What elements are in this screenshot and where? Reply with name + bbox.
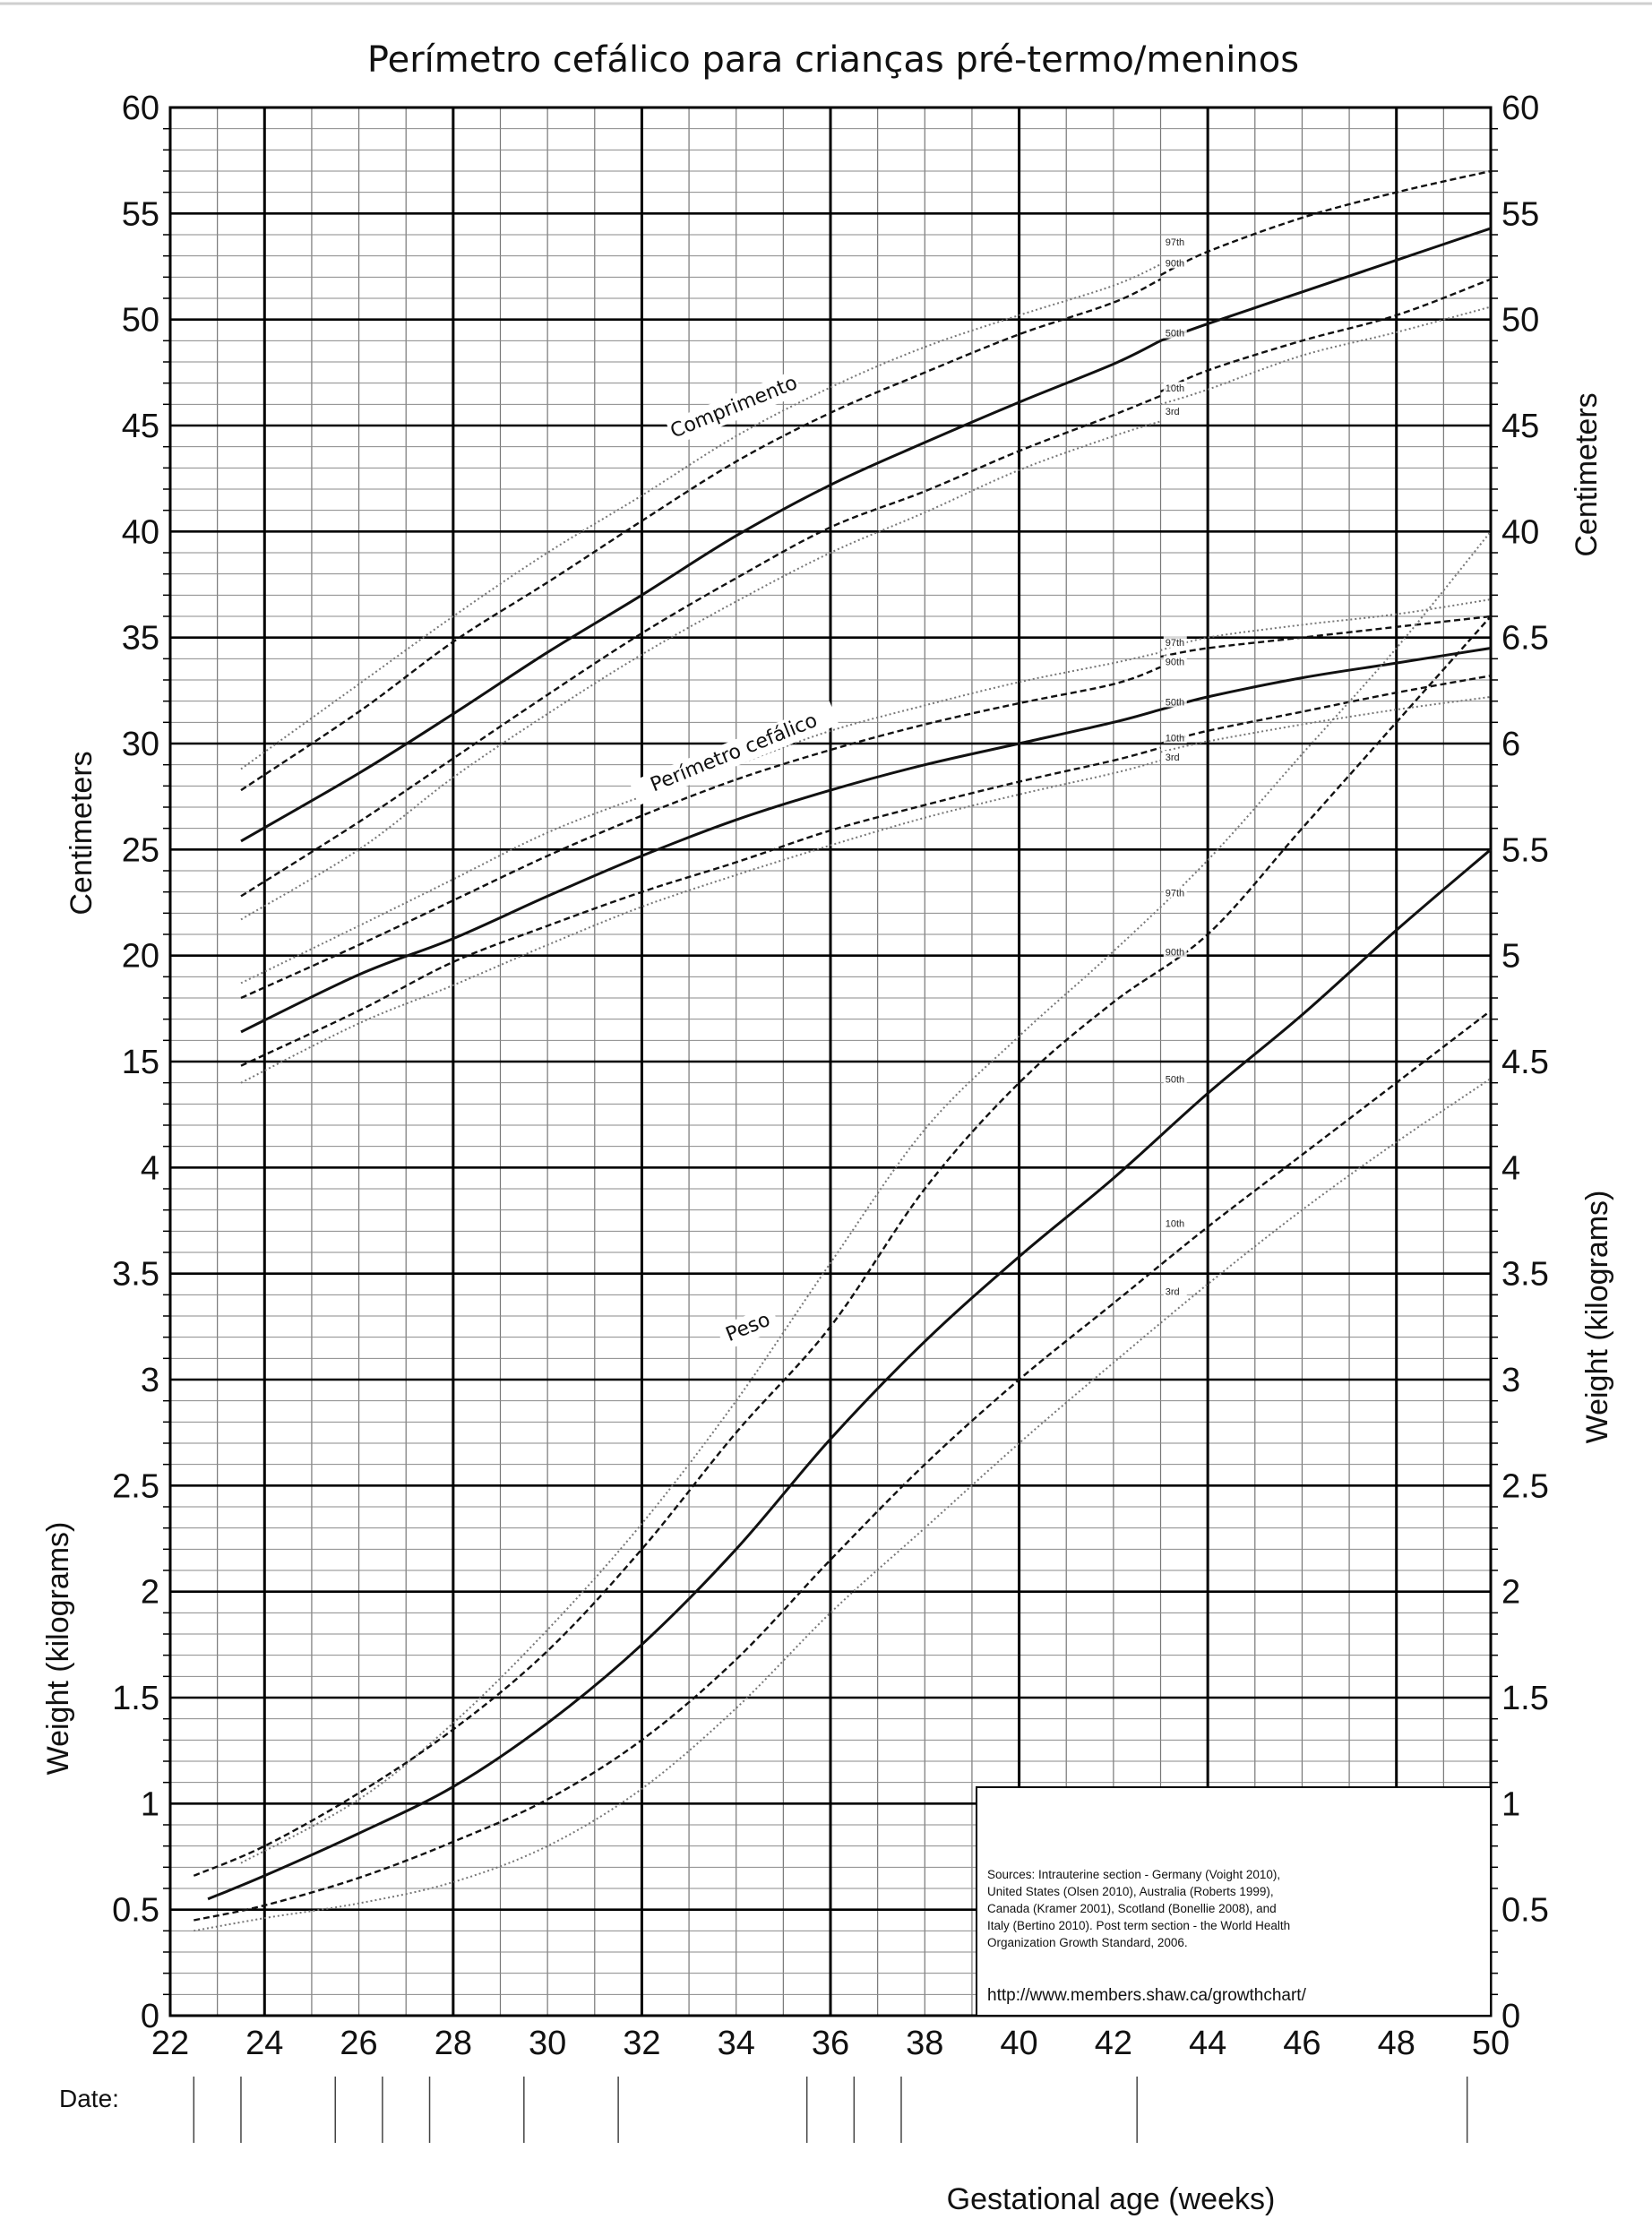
- date-label: Date:: [59, 2085, 119, 2112]
- x-tick-label: 34: [717, 2025, 755, 2062]
- x-tick-label: 24: [245, 2025, 284, 2062]
- right-tick-label: 5: [1501, 937, 1521, 976]
- x-tick-label: 50: [1471, 2025, 1510, 2062]
- sources-line: Organization Growth Standard, 2006.: [987, 1936, 1188, 1949]
- left-tick-label: 3.5: [112, 1255, 159, 1294]
- percentile-label: 97th: [1165, 237, 1185, 248]
- sources-line: Sources: Intrauterine section - Germany (Voight 2010),: [987, 1868, 1281, 1881]
- left-tick-label: 1.5: [112, 1680, 159, 1717]
- chart-title: Perímetro cefálico para crianças pré-termo/meninos: [366, 39, 1300, 81]
- percentile-label: 10th: [1165, 383, 1185, 395]
- left-tick-label: 4: [140, 1149, 159, 1188]
- x-tick-label: 30: [529, 2025, 567, 2062]
- right-tick-label: 3: [1501, 1362, 1521, 1399]
- x-tick-label: 26: [340, 2025, 378, 2062]
- left-tick-label: 60: [121, 90, 159, 127]
- sources-box: [977, 1787, 1491, 2016]
- right-tick-label: 0.5: [1501, 1891, 1549, 1930]
- left-tick-label: 25: [121, 831, 159, 870]
- x-axis-label: Gestational age (weeks): [946, 2182, 1276, 2216]
- right-tick-label: 6.5: [1501, 619, 1549, 658]
- curve-group-label: Perímetro cefálico: [647, 709, 821, 797]
- x-tick-labels: [151, 2025, 1510, 2062]
- percentile-label: 90th: [1165, 258, 1185, 270]
- x-tick-label: 48: [1377, 2025, 1415, 2062]
- percentile-label: 50th: [1165, 697, 1185, 709]
- left-tick-label: 15: [121, 1044, 159, 1081]
- percentile-label: 97th: [1165, 638, 1185, 649]
- x-tick-label: 32: [623, 2025, 661, 2062]
- left-ylabel-top: Centimeters: [65, 751, 99, 916]
- percentile-label: 50th: [1165, 1074, 1185, 1086]
- right-tick-label: 40: [1501, 513, 1540, 552]
- percentile-label: 90th: [1165, 947, 1185, 959]
- left-tick-label: 2: [140, 1573, 159, 1612]
- x-tick-label: 40: [1000, 2025, 1038, 2062]
- left-tick-label: 55: [121, 195, 159, 234]
- right-tick-label: 2: [1501, 1573, 1521, 1612]
- right-tick-label: 6: [1501, 726, 1521, 763]
- x-tick-label: 28: [434, 2025, 472, 2062]
- left-tick-label: 0.5: [112, 1891, 159, 1930]
- percentile-label: 97th: [1165, 888, 1185, 899]
- sources-line: Italy (Bertino 2010). Post term section - the World Health: [987, 1919, 1291, 1932]
- left-tick-label: 45: [121, 408, 159, 445]
- right-tick-label: 4: [1501, 1149, 1521, 1188]
- curve-group-label: Comprimento: [667, 372, 801, 443]
- x-tick-label: 46: [1283, 2025, 1321, 2062]
- right-tick-label: 3.5: [1501, 1255, 1549, 1294]
- right-tick-label: 2.5: [1501, 1467, 1549, 1506]
- curve-group-label: Peso: [722, 1308, 774, 1347]
- x-tick-label: 44: [1189, 2025, 1227, 2062]
- right-tick-label: 1.5: [1501, 1680, 1549, 1717]
- x-tick-label: 36: [811, 2025, 850, 2062]
- percentile-label: 10th: [1165, 1218, 1185, 1230]
- left-tick-label: 50: [121, 301, 159, 340]
- left-tick-label: 2.5: [112, 1467, 159, 1506]
- left-tick-label: 30: [121, 726, 159, 763]
- left-tick-label: 3: [140, 1362, 159, 1399]
- right-tick-label: 45: [1501, 408, 1540, 445]
- right-tick-label: 1: [1501, 1785, 1521, 1824]
- left-tick-label: 35: [121, 619, 159, 658]
- x-tick-label: 22: [151, 2025, 190, 2062]
- sources-line: United States (Olsen 2010), Australia (Roberts 1999),: [987, 1885, 1274, 1898]
- right-ylabel-bottom: Weight (kilograms): [1580, 1190, 1614, 1444]
- right-tick-label: 0: [1501, 1998, 1521, 2035]
- right-tick-label: 50: [1501, 301, 1540, 340]
- right-ylabel-top: Centimeters: [1570, 392, 1604, 557]
- percentile-label: 90th: [1165, 657, 1185, 668]
- percentile-label: 3rd: [1165, 1286, 1180, 1298]
- left-tick-label: 20: [121, 937, 159, 976]
- source-url: http://www.members.shaw.ca/growthchart/: [987, 1986, 1306, 2005]
- right-tick-label: 4.5: [1501, 1044, 1549, 1081]
- percentile-label: 50th: [1165, 328, 1185, 340]
- sources-line: Canada (Kramer 2001), Scotland (Bonellie 2008), and: [987, 1902, 1277, 1915]
- right-tick-label: 60: [1501, 90, 1540, 127]
- left-tick-label: 40: [121, 513, 159, 552]
- percentile-label: 3rd: [1165, 407, 1180, 418]
- left-tick-label: 1: [140, 1785, 159, 1824]
- right-tick-label: 55: [1501, 195, 1540, 234]
- percentile-label: 3rd: [1165, 752, 1180, 763]
- x-tick-label: 38: [906, 2025, 944, 2062]
- percentile-label: 10th: [1165, 733, 1185, 744]
- x-tick-label: 42: [1094, 2025, 1132, 2062]
- left-tick-label: 0: [140, 1998, 159, 2035]
- left-ylabel-bottom: Weight (kilograms): [41, 1521, 75, 1776]
- right-tick-label: 5.5: [1501, 831, 1549, 870]
